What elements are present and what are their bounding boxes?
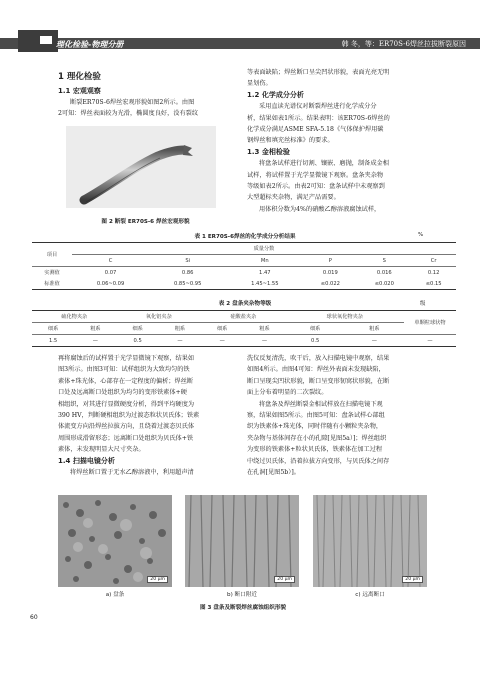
table-header-group: 氧化铝夹杂 bbox=[117, 311, 202, 323]
subsection-heading-1-4: 1.4 扫描电镜分析 bbox=[58, 456, 115, 465]
scale-bar: 20 μm bbox=[147, 576, 168, 583]
table-1-title: 表 1 ER70S-6焊丝的化学成分分析结果 bbox=[194, 234, 296, 240]
text-line: 采用直读光谱仪对断裂焊丝进行化学成分分 bbox=[259, 103, 377, 111]
text-line: 等表面缺陷；焊丝断口呈尖凹状形貌，表面光亮无明 bbox=[247, 69, 390, 76]
table-header-group: 球状氧化物夹杂 bbox=[286, 311, 404, 323]
table-col-header: 粗系 bbox=[345, 323, 404, 335]
table-cell: ≤0.15 bbox=[425, 280, 442, 287]
text-line: 相组织，对其进行显微硬度分析，得到平均硬度为 bbox=[58, 400, 195, 408]
table-row bbox=[32, 335, 456, 347]
text-line: 用体积分数为4%的硝酸乙醇溶液腐蚀试样， bbox=[259, 205, 381, 213]
table-2-title: 表 2 盘条夹杂物等级 bbox=[218, 301, 272, 307]
text-line: 周围形成滑留形态；远离断口处组织为贝氏体+铁 bbox=[58, 434, 194, 442]
table-row bbox=[32, 267, 456, 279]
table-row bbox=[32, 278, 456, 290]
text-line: 2可知：焊丝表面较为光滑，椭圆度良好，没有裂纹 bbox=[58, 110, 199, 118]
table-col-header: 细系 bbox=[32, 323, 74, 335]
journal-name: 理化检验-物理分册 bbox=[56, 40, 124, 49]
text-line: 试样，将试样置于光学显微镜下观察。盘条夹杂物 bbox=[247, 171, 384, 179]
scale-bar: 20 μm bbox=[402, 576, 423, 583]
subcaption-b: b) 断口附近 bbox=[227, 592, 257, 598]
text-line: 素体+珠光体，心部存在一定程度的偏析；焊丝断 bbox=[58, 377, 194, 385]
table-col-header: 粗系 bbox=[243, 323, 285, 335]
table-col-header: 粗系 bbox=[74, 323, 116, 335]
text-line: 将盘条及焊丝断裂金相试样放在扫描电镜下观 bbox=[259, 400, 383, 408]
table-cell: — bbox=[92, 337, 98, 344]
paragraph-1-1 bbox=[58, 97, 233, 120]
micrograph-a-texture bbox=[58, 495, 172, 587]
table-col-header: 细系 bbox=[201, 323, 243, 335]
table-2 bbox=[32, 310, 456, 347]
table-header-group: 质量分数 bbox=[72, 243, 456, 255]
text-line: 390 HV，判断硬相组织为过渡态粒状贝氏体；铁素 bbox=[58, 412, 200, 420]
micrograph-b bbox=[185, 495, 299, 587]
text-line: 将焊丝断口置于无水乙醇溶液中，利用超声清 bbox=[70, 469, 194, 477]
right-column-top bbox=[247, 67, 432, 215]
table-header-group: 单颗粒球状物 bbox=[404, 311, 456, 335]
table-cell: 0.85~0.95 bbox=[173, 280, 202, 287]
subcaption-c: c) 远离断口 bbox=[355, 592, 385, 598]
journal-logo-notch bbox=[40, 36, 52, 44]
table-cell: — bbox=[177, 337, 183, 344]
text-line: 为变形的铁素体+粒状贝氏体，铁素体在加工过程 bbox=[247, 446, 383, 454]
table-cell: — bbox=[427, 337, 433, 344]
table-cell: ≤0.022 bbox=[320, 280, 340, 287]
table-cell: 1.5 bbox=[48, 337, 58, 344]
table-col-header: 细系 bbox=[117, 323, 159, 335]
table-1-unit: % bbox=[418, 232, 424, 238]
text-line: 面上分布着明显的二次裂纹。 bbox=[247, 389, 328, 397]
table-cell: 0.5 bbox=[311, 337, 320, 344]
table-col-header: C bbox=[72, 255, 149, 267]
table-cell: — bbox=[219, 337, 225, 344]
table-2-unit: 级 bbox=[420, 301, 426, 307]
table-cell: ≤0.020 bbox=[374, 280, 394, 287]
table-header-group: 硅酸盐夹杂 bbox=[201, 311, 286, 323]
text-line: 大型超标夹杂物，满足产品需要。 bbox=[247, 194, 340, 202]
table-cell: 标准值 bbox=[44, 281, 60, 287]
subsection-heading-1-3: 1.3 金相检验 bbox=[247, 147, 290, 156]
text-line: 体流变方向沿焊丝拉拔方向，且绕着过渡态贝氏体 bbox=[58, 423, 195, 431]
text-line: 析，结果如表1所示。结果表明：该ER70S-6焊丝的 bbox=[247, 114, 390, 122]
table-1 bbox=[32, 242, 456, 290]
table-header-group: 硫化物夹杂 bbox=[32, 311, 117, 323]
text-line: 再将腐蚀后的试样置于光学显微镜下观察，结果如 bbox=[58, 355, 195, 362]
text-line: 断口呈现尖凹状形貌，断口呈变形韧窝状形貌，在断 bbox=[247, 377, 390, 385]
text-line: 口处及远离断口处组织为均匀的变形铁素体+硬 bbox=[58, 389, 187, 397]
table-cell: 实测值 bbox=[44, 270, 60, 276]
text-line: 化学成分满足ASME SFA-5.18《气体保护焊用碳 bbox=[247, 126, 384, 134]
text-line: 察，结果如图5所示。由图5可知：盘条试样心部组 bbox=[247, 412, 385, 420]
text-line: 断裂ER70S-6焊丝宏观形貌如图2所示。由图 bbox=[70, 99, 195, 106]
subsection-heading-1-1: 1.1 宏观观察 bbox=[58, 87, 101, 95]
micrograph-a bbox=[58, 495, 172, 587]
text-line: 显划伤。 bbox=[247, 80, 272, 88]
table-cell: 0.019 bbox=[322, 269, 338, 276]
table-col-header: S bbox=[357, 255, 411, 267]
table-col-header: Si bbox=[149, 255, 226, 267]
figure-2-caption: 图 2 断裂 ER70S-6 焊丝宏观形貌 bbox=[101, 219, 190, 225]
table-cell: 1.45~1.55 bbox=[251, 280, 279, 287]
text-line: 洗仪反复清洗，吹干后，放入扫描电镜中观察，结果 bbox=[247, 355, 390, 362]
subcaption-a: a) 盘条 bbox=[105, 592, 125, 598]
text-line: 钢焊丝和填充丝标准》的要求。 bbox=[247, 137, 334, 145]
table-col-header: P bbox=[303, 255, 357, 267]
table-cell: 0.016 bbox=[376, 269, 392, 276]
table-cell: 0.07 bbox=[104, 269, 117, 276]
lower-left-text bbox=[58, 353, 236, 478]
text-line: 素体，未发现明显大尺寸夹杂。 bbox=[58, 446, 145, 454]
page-number: 60 bbox=[30, 614, 38, 621]
table-col-header: Mn bbox=[226, 255, 303, 267]
subsection-heading-1-2: 1.2 化学成分分析 bbox=[247, 90, 304, 99]
text-line: 如图4所示。由图4可知：焊丝外表面未发现缺陷， bbox=[247, 366, 385, 374]
text-line: 图3所示。由图3可知：试样组织为大致均匀的铁 bbox=[58, 366, 190, 374]
figure-3-caption: 图 3 盘条及断裂焊丝腐蚀组织形貌 bbox=[199, 605, 287, 611]
text-line: 等级如表2所示。由表2可知：盘条试样中未观察到 bbox=[247, 183, 385, 191]
table-cell: — bbox=[371, 337, 377, 344]
table-cell: 1.47 bbox=[259, 269, 271, 276]
table-col-header: Cr bbox=[411, 255, 456, 267]
journal-logo bbox=[18, 30, 58, 52]
table-header-item: 项目 bbox=[32, 243, 72, 267]
section-heading-1: 1 理化检验 bbox=[58, 72, 101, 82]
text-line: 夹杂物与基体间存在小的孔隙[见图5a）]；焊丝组织 bbox=[247, 434, 387, 442]
table-cell: 0.86 bbox=[181, 269, 194, 276]
text-line: 织为铁素体+珠光体，同时伴随有小颗粒夹杂物， bbox=[247, 423, 383, 431]
table-cell: 0.06~0.09 bbox=[96, 280, 125, 287]
running-title: 韩 冬，等：ER70S-6焊丝拉拔断裂原因 bbox=[341, 40, 466, 48]
micrograph-c bbox=[313, 495, 427, 587]
table-col-header: 细系 bbox=[286, 323, 345, 335]
table-cell: — bbox=[261, 337, 268, 344]
figure-2-photo bbox=[66, 126, 216, 208]
scale-bar: 20 μm bbox=[274, 576, 295, 583]
text-line: 将盘条试样进行切割、镶嵌、磨抛，制备成金相 bbox=[259, 160, 389, 168]
text-line: 在孔洞[见图5b）]。 bbox=[247, 469, 300, 477]
text-line: 中绕过贝氏体，沿着拉拔方向变形，与贝氏体之间存 bbox=[247, 457, 390, 465]
micrograph-c-texture bbox=[313, 495, 427, 587]
micrograph-b-texture bbox=[185, 495, 299, 587]
lower-right-text bbox=[247, 353, 432, 478]
table-col-header: 粗系 bbox=[159, 323, 201, 335]
table-cell: 0.12 bbox=[427, 269, 440, 276]
table-cell: 0.5 bbox=[133, 337, 142, 344]
